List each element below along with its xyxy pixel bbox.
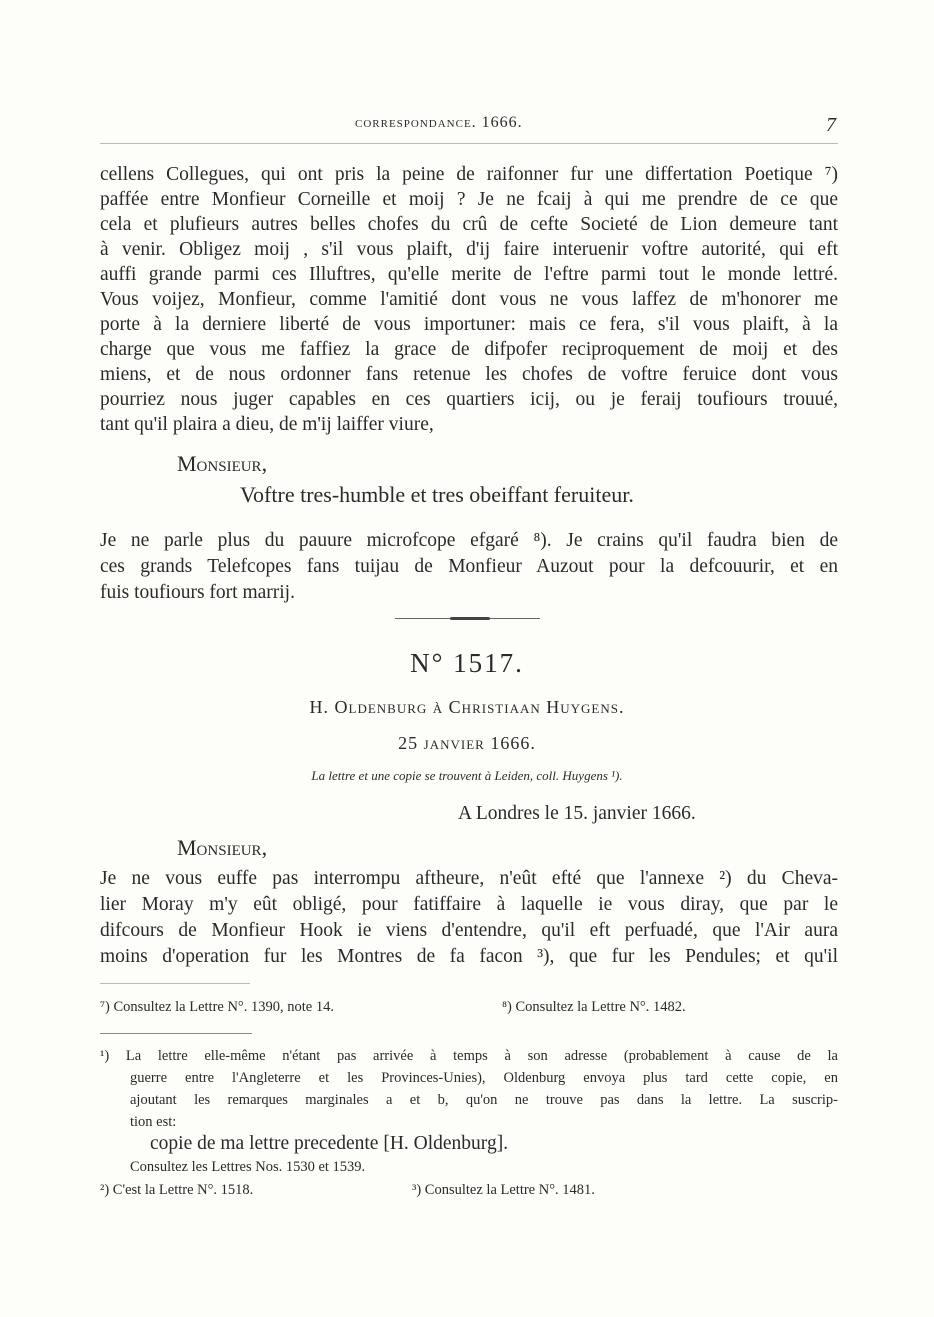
salutation: Monsieur, bbox=[177, 451, 268, 476]
footnote-1-line: ¹) La lettre elle-même n'étant pas arrivée à temps à son adresse (probablement à cause de la bbox=[100, 1048, 838, 1064]
ornament-divider bbox=[395, 617, 540, 621]
text-line: pourriez nous juger capables en ces quartiers icij, ou je feraij toufiours trouué, bbox=[100, 389, 838, 410]
text-line: auffi grande parmi ces Illuftres, qu'elle merite de l'eftre parmi tout le monde lettré. bbox=[100, 264, 838, 285]
text-line: à venir. Obligez moij , s'il vous plaift, d'ij faire interuenir voftre autorité, qui eft bbox=[100, 239, 838, 260]
footnote-rule bbox=[100, 1033, 252, 1034]
place-date: A Londres le 15. janvier 1666. bbox=[458, 803, 696, 824]
footnote-2: ²) C'est la Lettre N°. 1518. bbox=[100, 1182, 254, 1198]
closing: Voftre tres-humble et tres obeiffant feruiteur. bbox=[240, 482, 634, 507]
letter-parties: H. Oldenburg à Christiaan Huygens. bbox=[309, 697, 625, 717]
text-line: tant qu'il plaira a dieu, de m'ij laiffer viure, bbox=[100, 414, 434, 435]
text-line: charge que vous me faffiez la grace de difpofer reciproquement de moij et des bbox=[100, 339, 838, 360]
running-title: correspondance. 1666. bbox=[355, 114, 523, 131]
text-line: Je ne vous euffe pas interrompu aftheure, n'eût efté que l'annexe ²) du Cheva- bbox=[100, 868, 838, 889]
footnote-8: ⁸) Consultez la Lettre N°. 1482. bbox=[502, 999, 686, 1015]
footnote-1-line: guerre entre l'Angleterre et les Provinces-Unies), Oldenburg envoya plus tard cette copie, en bbox=[130, 1070, 838, 1086]
footnote-rule bbox=[100, 983, 250, 984]
text-line: lier Moray m'y eût obligé, pour fatiffaire à laquelle ie vous diray, que par le bbox=[100, 894, 838, 915]
letter-source: La lettre et une copie se trouvent à Leiden, coll. Huygens ¹). bbox=[311, 768, 623, 783]
footnote-1-quote: copie de ma lettre precedente [H. Oldenburg]. bbox=[150, 1133, 509, 1154]
text-line: paffée entre Monfieur Corneille et moij ? Je ne fcaij à qui me prendre de ce que bbox=[100, 189, 838, 210]
letter-date: 25 janvier 1666. bbox=[398, 733, 536, 753]
postscript-line: ces grands Telefcopes fans tuijau de Monfieur Auzout pour la defcouurir, et en bbox=[100, 556, 838, 577]
footnote-7: ⁷) Consultez la Lettre N°. 1390, note 14. bbox=[100, 999, 334, 1015]
page-number: 7 bbox=[826, 114, 836, 136]
header-rule bbox=[100, 143, 838, 144]
letter-number: N° 1517. bbox=[410, 648, 524, 678]
text-line: porte à la derniere liberté de vous importuner: mais ce fera, s'il vous plaift, à la bbox=[100, 314, 838, 335]
footnote-3: ³) Consultez la Lettre N°. 1481. bbox=[412, 1182, 595, 1198]
postscript-line: Je ne parle plus du pauure microfcope efgaré ⁸). Je crains qu'il faudra bien de bbox=[100, 530, 838, 551]
text-line: Vous voijez, Monfieur, comme l'amitié dont vous ne vous laffez de m'honorer me bbox=[100, 289, 838, 310]
postscript-line: fuis toufiours fort marrij. bbox=[100, 582, 295, 603]
footnote-1-line: tion est: bbox=[130, 1114, 177, 1130]
salutation: Monsieur, bbox=[177, 835, 268, 860]
footnote-1-ref: Consultez les Lettres Nos. 1530 et 1539. bbox=[130, 1159, 366, 1175]
footnote-1-line: ajoutant les remarques marginales a et b, qu'on ne trouve pas dans la lettre. La suscrip- bbox=[130, 1092, 838, 1108]
text-line: miens, et de nous ordonner fans retenue les chofes de voftre feruice dont vous bbox=[100, 364, 838, 385]
text-line: difcours de Monfieur Hook ie viens d'entendre, qu'il eft perfuadé, que l'Air aura bbox=[100, 920, 838, 941]
text-line: moins d'operation fur les Montres de fa facon ³), que fur les Pendules; et qu'il bbox=[100, 946, 838, 967]
text-line: cellens Collegues, qui ont pris la peine de raifonner fur une differtation Poetique ⁷) bbox=[100, 164, 838, 185]
text-line: cela et plufieurs autres belles chofes du crû de cefte Societé de Lion demeure tant bbox=[100, 214, 838, 235]
